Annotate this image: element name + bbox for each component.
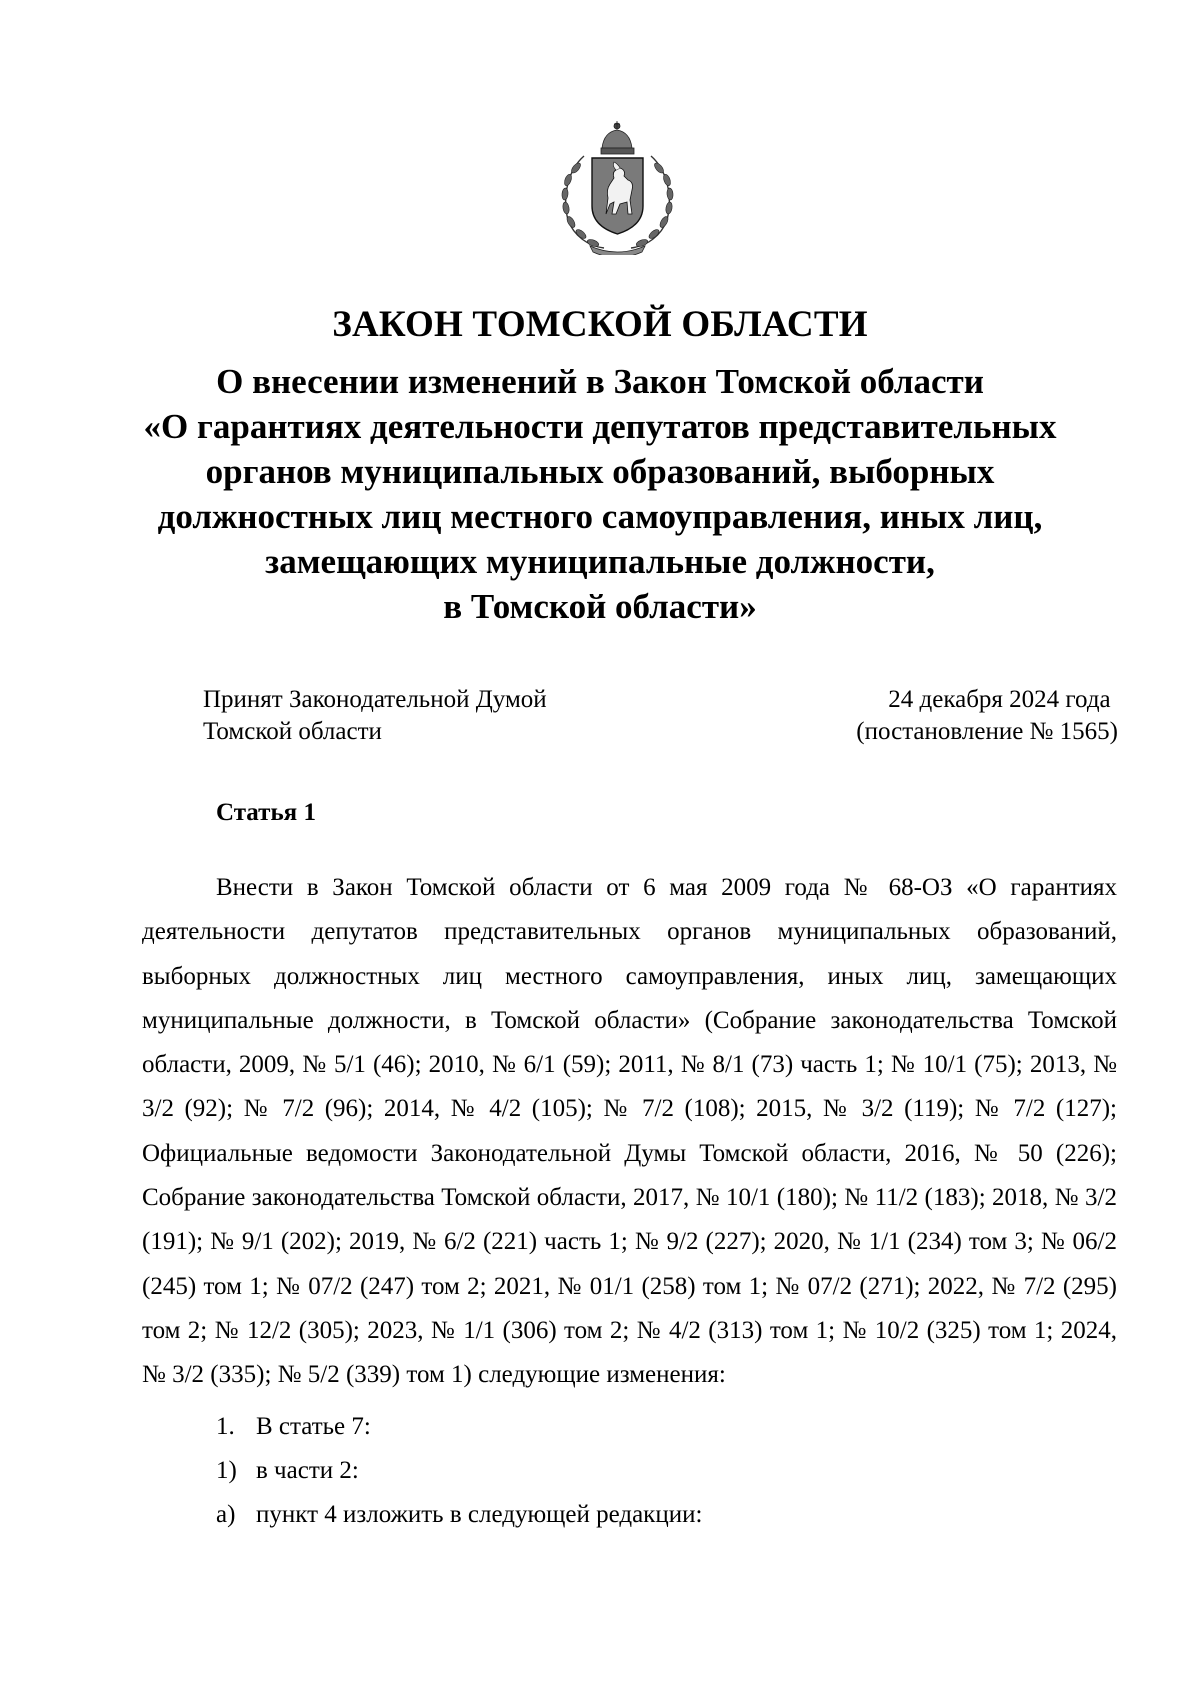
adopting-body-line: Принят Законодательной Думой [203, 686, 547, 713]
list-text: В статье 7: [256, 1413, 371, 1440]
law-subtitle-line: «О гарантиях деятельности депутатов представительных [143, 407, 1057, 446]
adopting-body [203, 684, 547, 748]
title-block [100, 304, 1100, 629]
law-subtitle-line: О внесении изменений в Закон Томской области [216, 362, 984, 401]
list-item [216, 1500, 702, 1530]
adopting-body-line: Томской области [203, 718, 382, 745]
law-subtitle-line: органов муниципальных образований, выборных [205, 452, 995, 491]
list-text: пункт 4 изложить в следующей редакции: [256, 1501, 703, 1528]
list-marker: а) [216, 1501, 236, 1528]
resolution-number: (постановление № 1565) [856, 718, 1118, 745]
adoption-date-block [856, 684, 1118, 748]
list-item [216, 1412, 371, 1442]
coat-of-arms-icon [554, 118, 681, 255]
list-marker: 1. [216, 1413, 235, 1440]
article-heading: Статья 1 [216, 799, 316, 826]
law-subtitle-line: замещающих муниципальные должности, [265, 542, 935, 581]
list-item [216, 1456, 359, 1486]
law-subtitle-line: в Томской области» [443, 587, 757, 626]
list-text: в части 2: [256, 1457, 359, 1484]
adoption-date: 24 декабря 2024 года [888, 686, 1111, 713]
list-marker: 1) [216, 1457, 237, 1484]
law-subtitle-line: должностных лиц местного самоуправления, иных лиц, [157, 497, 1043, 536]
law-heading: ЗАКОН ТОМСКОЙ ОБЛАСТИ [332, 304, 868, 345]
article-paragraph: Внести в Закон Томской области от 6 мая 2009 года № 68-ОЗ «О гарантиях деятельности депутатов представительных органов муниципальных образований, выборных должностных лиц местного самоуправления, иных лиц, замещающих муниципальные должности, в Томской области» (Собрание законодательства Томской области, 2009, № 5/1 (46); 2010, № 6/1 (59); 2011, № 8/1 (73) часть 1; № 10/1 (75); 2013, № 3/2 (92); № 7/2 (96); 2014, № 4/2 (105); № 7/2 (108); 2015, № 3/2 (119); № 7/2 (127); Официальные ведомости Законодательной Думы Томской области, 2016, № 50 (226); Собрание законодательства Томской области, 2017, № 10/1 (180); № 11/2 (183); 2018, № 3/2 (191); № 9/1 (202); 2019, № 6/2 (221) часть 1; № 9/2 (227); 2020, № 1/1 (234) том 3; № 06/2 (245) том 1; № 07/2 (247) том 2; 2021, № 01/1 (258) том 1; № 07/2 (271); 2022, № 7/2 (295) том 2; № 12/2 (305); 2023, № 1/1 (306) том 2; № 4/2 (313) том 1; № 10/2 (325) том 1; 2024, № 3/2 (335); № 5/2 (339) том 1) следующие изменения: [142, 874, 1117, 1389]
